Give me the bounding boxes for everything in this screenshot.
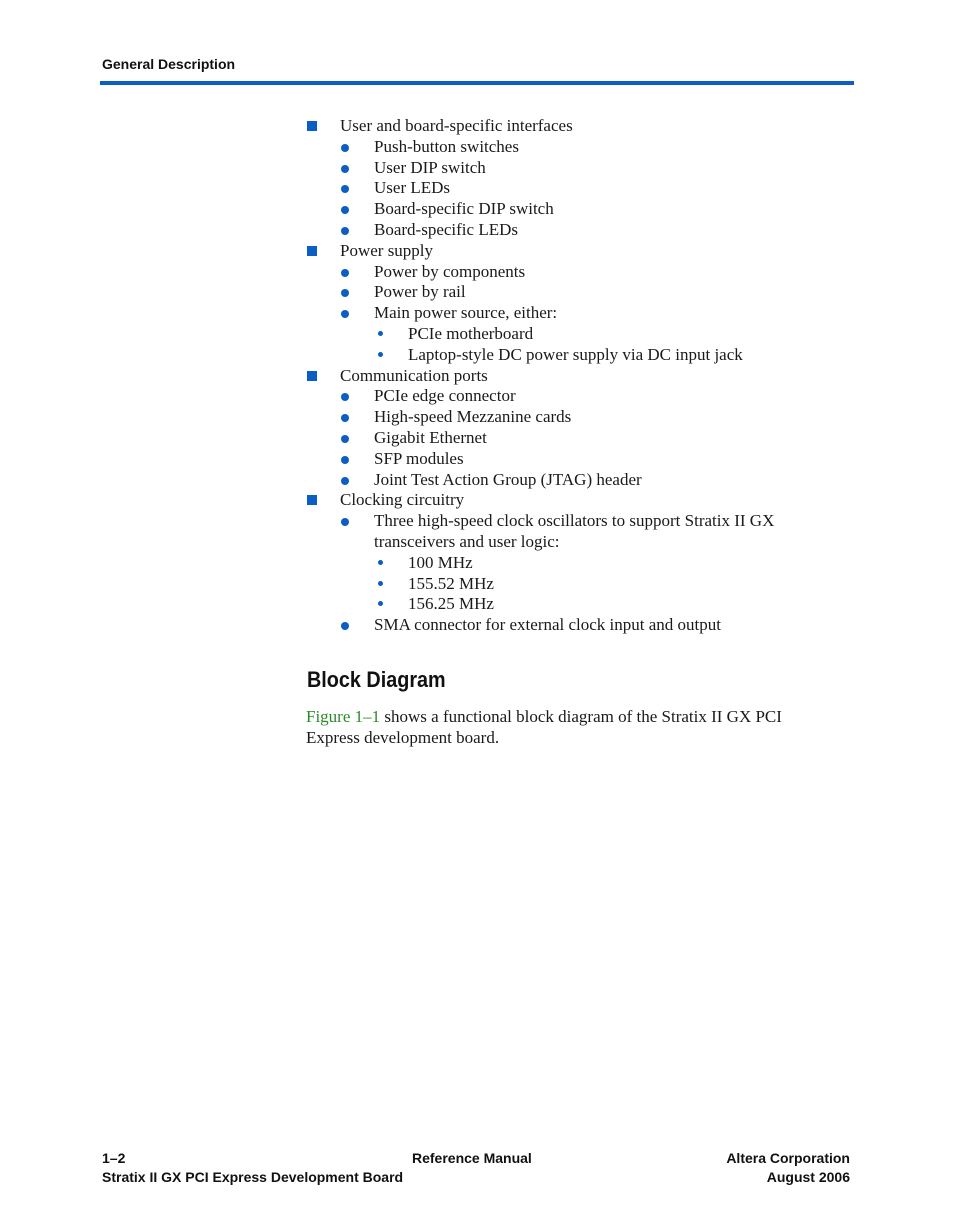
list-item bbox=[306, 241, 826, 262]
list-item-text: SFP modules bbox=[374, 448, 464, 468]
footer-page-number: 1–2 bbox=[102, 1150, 126, 1166]
section-heading: Block Diagram bbox=[307, 667, 446, 692]
list-item-text: Push-button switches bbox=[374, 136, 519, 156]
footer-date: August 2006 bbox=[766, 1169, 850, 1185]
list-item-text: Joint Test Action Group (JTAG) header bbox=[374, 469, 642, 489]
footer-product: Stratix II GX PCI Express Development Board bbox=[102, 1169, 404, 1185]
list-item bbox=[306, 282, 826, 303]
list-item bbox=[306, 199, 826, 220]
round-bullet-icon bbox=[341, 289, 349, 297]
list-item-text: 156.25 MHz bbox=[408, 594, 494, 614]
footer-manual: Reference Manual bbox=[412, 1150, 532, 1166]
list-item-text: 155.52 MHz bbox=[408, 573, 494, 593]
round-bullet-icon bbox=[378, 331, 383, 336]
page-footer bbox=[102, 1150, 850, 1188]
square-bullet-icon bbox=[307, 495, 317, 505]
running-header: General Description bbox=[102, 56, 236, 72]
round-bullet-icon bbox=[341, 206, 349, 214]
round-bullet-icon bbox=[341, 144, 349, 152]
list-item-text: SMA connector for external clock input and output bbox=[374, 615, 721, 635]
list-item bbox=[306, 470, 826, 491]
round-bullet-icon bbox=[341, 393, 349, 401]
list-item-text: 100 MHz bbox=[408, 552, 473, 572]
list-item-text: User LEDs bbox=[374, 178, 451, 198]
list-item bbox=[306, 615, 826, 636]
list-item bbox=[306, 553, 826, 574]
list-item-text: Laptop-style DC power supply via DC input jack bbox=[408, 344, 743, 364]
block-diagram-paragraph bbox=[306, 707, 806, 749]
list-item bbox=[306, 407, 826, 428]
list-item bbox=[306, 137, 826, 158]
round-bullet-icon bbox=[378, 352, 383, 357]
list-item-text: High-speed Mezzanine cards bbox=[374, 407, 572, 427]
list-item-text: PCIe motherboard bbox=[408, 323, 534, 343]
list-item-text: PCIe edge connector bbox=[374, 386, 516, 406]
round-bullet-icon bbox=[341, 414, 349, 422]
square-bullet-icon bbox=[307, 246, 317, 256]
list-item bbox=[306, 262, 826, 283]
round-bullet-icon bbox=[378, 581, 383, 586]
round-bullet-icon bbox=[341, 185, 349, 193]
list-item-text: Communication ports bbox=[340, 365, 488, 385]
list-item bbox=[306, 303, 826, 324]
round-bullet-icon bbox=[341, 622, 349, 630]
round-bullet-icon bbox=[378, 560, 383, 565]
list-item bbox=[306, 386, 826, 407]
header-rule bbox=[100, 81, 854, 85]
list-item bbox=[306, 449, 826, 470]
list-item-text: Power by rail bbox=[374, 282, 466, 302]
round-bullet-icon bbox=[341, 165, 349, 173]
round-bullet-icon bbox=[341, 477, 349, 485]
list-item-text: Power supply bbox=[340, 240, 434, 260]
list-item-text: Clocking circuitry bbox=[340, 490, 465, 510]
list-item bbox=[306, 574, 826, 595]
round-bullet-icon bbox=[341, 518, 349, 526]
list-item bbox=[306, 511, 826, 553]
list-item-text: Three high-speed clock oscillators to support Stratix II GX transceivers and user logic: bbox=[374, 511, 775, 551]
list-item bbox=[306, 428, 826, 449]
list-item bbox=[306, 490, 826, 511]
figure-link[interactable]: Figure 1–1 bbox=[306, 707, 381, 726]
round-bullet-icon bbox=[341, 456, 349, 464]
list-item-text: User DIP switch bbox=[374, 157, 486, 177]
round-bullet-icon bbox=[341, 227, 349, 235]
list-item bbox=[306, 594, 826, 615]
round-bullet-icon bbox=[378, 601, 383, 606]
feature-list bbox=[306, 116, 826, 636]
square-bullet-icon bbox=[307, 371, 317, 381]
round-bullet-icon bbox=[341, 269, 349, 277]
footer-company: Altera Corporation bbox=[726, 1150, 850, 1166]
list-item-text: Gigabit Ethernet bbox=[374, 427, 487, 447]
square-bullet-icon bbox=[307, 121, 317, 131]
list-item-text: Board-specific LEDs bbox=[374, 219, 518, 239]
round-bullet-icon bbox=[341, 435, 349, 443]
list-item-text: Power by components bbox=[374, 261, 526, 281]
list-item bbox=[306, 220, 826, 241]
list-item bbox=[306, 345, 826, 366]
paragraph-text: shows a functional block diagram of the Stratix II GX PCI Express development board. bbox=[306, 707, 782, 747]
list-item-text: Board-specific DIP switch bbox=[374, 199, 554, 219]
round-bullet-icon bbox=[341, 310, 349, 318]
list-item-text: Main power source, either: bbox=[374, 303, 558, 323]
list-item bbox=[306, 158, 826, 179]
list-item bbox=[306, 178, 826, 199]
list-item bbox=[306, 366, 826, 387]
list-item bbox=[306, 324, 826, 345]
list-item bbox=[306, 116, 826, 137]
list-item-text: User and board-specific interfaces bbox=[340, 116, 573, 135]
